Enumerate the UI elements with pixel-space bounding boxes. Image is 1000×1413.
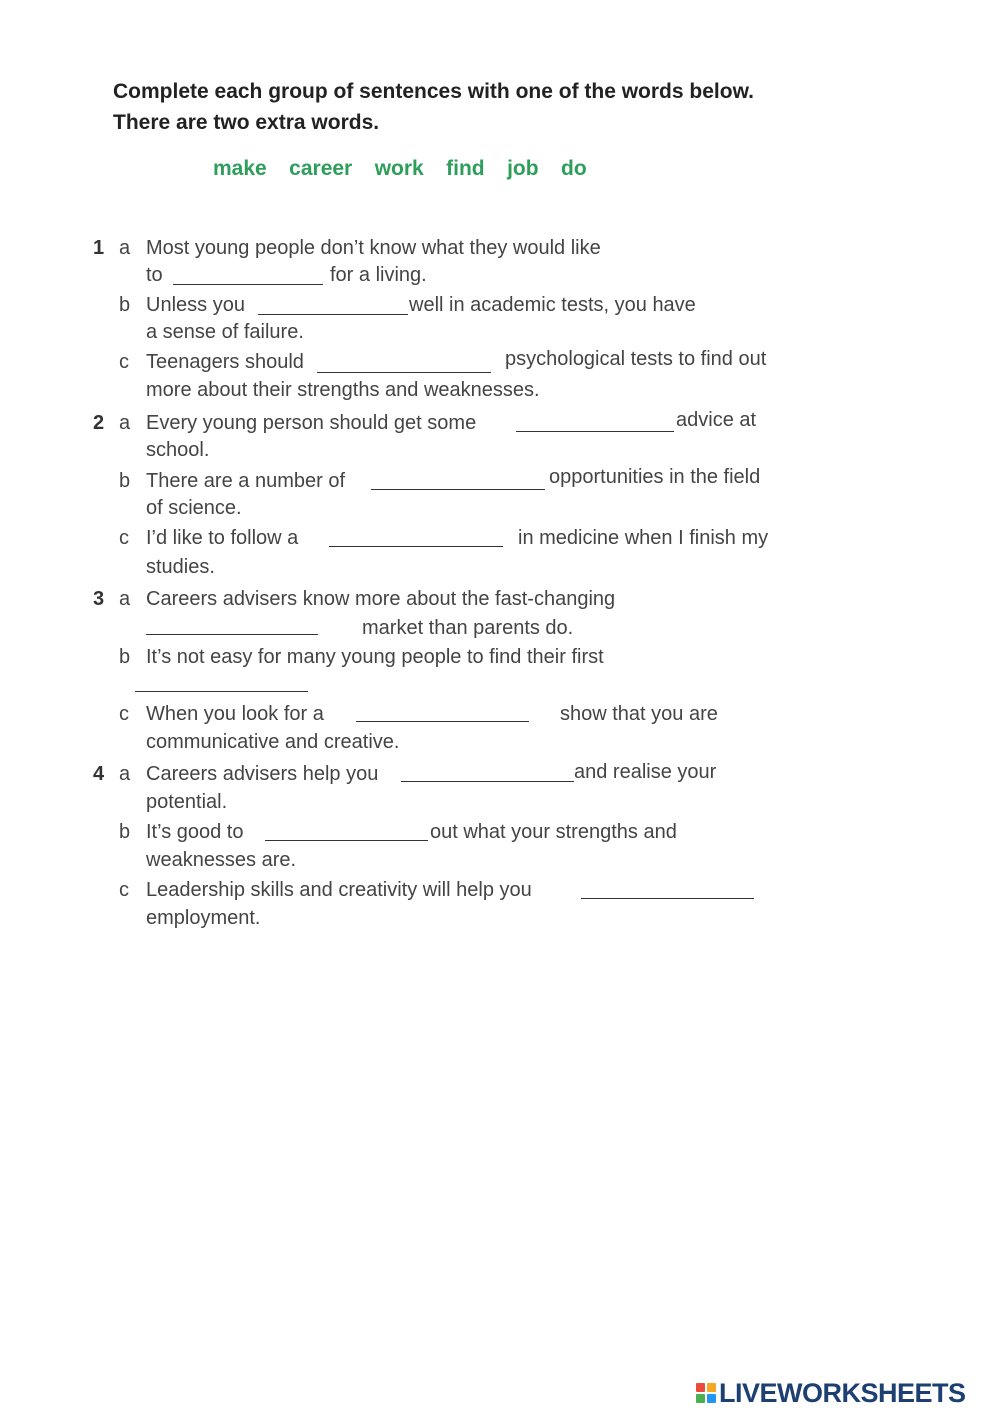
question-number: 1	[93, 237, 105, 259]
sentence-text: Unless you	[146, 294, 245, 316]
word-bank-item: do	[561, 157, 587, 180]
sentence-text: When you look for a	[146, 703, 324, 725]
question-number: 3	[93, 588, 105, 610]
instructions-line-1: Complete each group of sentences with one of the words below.	[113, 80, 754, 103]
sentence-text: more about their strengths and weaknesses.	[146, 379, 540, 401]
word-bank-item: career	[289, 157, 353, 180]
liveworksheets-logo	[696, 1376, 966, 1410]
answer-blank[interactable]	[581, 898, 754, 899]
sentence-text: in medicine when I finish my	[518, 527, 769, 549]
question-number: 2	[93, 412, 105, 434]
item-letter: b	[119, 646, 131, 668]
sentence-text: advice at	[676, 409, 757, 431]
sentence-text: school.	[146, 439, 210, 461]
sentence-text: studies.	[146, 556, 215, 578]
word-bank-item: make	[213, 157, 267, 180]
sentence-text: out what your strengths and	[430, 821, 677, 843]
item-letter: a	[119, 588, 131, 610]
sentence-text: to	[146, 264, 163, 286]
item-letter: c	[119, 351, 129, 373]
sentence-text: I’d like to follow a	[146, 527, 299, 549]
answer-blank[interactable]	[516, 431, 674, 432]
sentence-text: Every young person should get some	[146, 412, 477, 434]
answer-blank[interactable]	[146, 634, 318, 635]
word-bank-item: job	[507, 157, 539, 180]
answer-blank[interactable]	[401, 781, 574, 782]
logo-text: LIVEWORKSHEETS	[719, 1377, 966, 1408]
answer-blank[interactable]	[258, 314, 408, 315]
sentence-text: Careers advisers help you	[146, 763, 379, 785]
answer-blank[interactable]	[265, 840, 428, 841]
sentence-text: Careers advisers know more about the fast-changing	[146, 588, 616, 610]
question-number: 4	[93, 763, 105, 785]
sentence-text: communicative and creative.	[146, 731, 400, 753]
word-bank	[213, 157, 605, 187]
item-letter: b	[119, 470, 131, 492]
answer-blank[interactable]	[371, 489, 545, 490]
sentence-text: of science.	[146, 497, 242, 519]
item-letter: a	[119, 412, 131, 434]
sentence-text: Leadership skills and creativity will help you	[146, 879, 532, 901]
sentence-text: for a living.	[330, 264, 427, 286]
sentence-text: weaknesses are.	[146, 849, 297, 871]
instructions-line-2: There are two extra words.	[113, 111, 380, 134]
answer-blank[interactable]	[135, 691, 308, 692]
logo-badge-icon	[696, 1383, 716, 1403]
sentence-text: Most young people don’t know what they would like	[146, 237, 601, 259]
sentence-text: show that you are	[560, 703, 718, 725]
item-letter: a	[119, 763, 131, 785]
word-bank-item: work	[374, 157, 424, 180]
sentence-text: market than parents do.	[362, 617, 574, 639]
sentence-text: Teenagers should	[146, 351, 304, 373]
sentence-text: There are a number of	[146, 470, 345, 492]
sentence-text: well in academic tests, you have	[409, 294, 696, 316]
sentence-text: a sense of failure.	[146, 321, 304, 343]
item-letter: a	[119, 237, 131, 259]
item-letter: c	[119, 527, 129, 549]
word-bank-item: find	[446, 157, 485, 180]
item-letter: b	[119, 821, 131, 843]
sentence-text: It’s good to	[146, 821, 244, 843]
sentence-text: opportunities in the field	[549, 466, 761, 488]
item-letter: c	[119, 879, 129, 901]
sentence-text: potential.	[146, 791, 228, 813]
item-letter: c	[119, 703, 129, 725]
sentence-text: psychological tests to find out	[505, 348, 767, 370]
answer-blank[interactable]	[329, 546, 503, 547]
sentence-text: and realise your	[574, 761, 717, 783]
answer-blank[interactable]	[356, 721, 529, 722]
item-letter: b	[119, 294, 131, 316]
sentence-text: employment.	[146, 907, 261, 929]
answer-blank[interactable]	[317, 372, 491, 373]
sentence-text: It’s not easy for many young people to find their first	[146, 646, 604, 668]
answer-blank[interactable]	[173, 284, 323, 285]
